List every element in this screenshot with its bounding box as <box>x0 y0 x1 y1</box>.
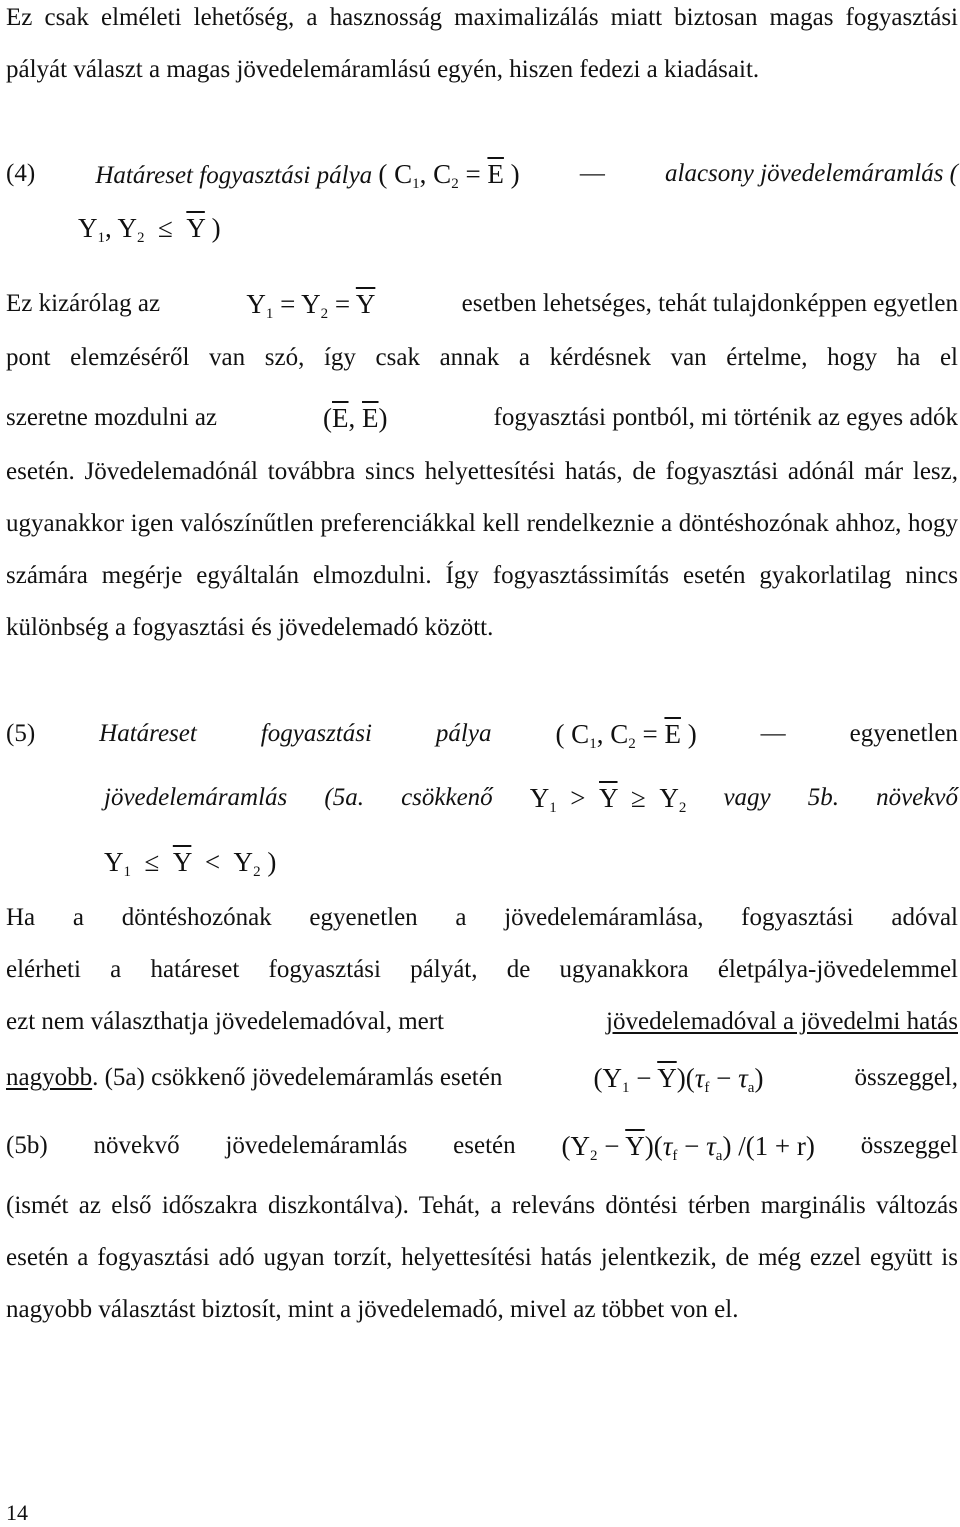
p2-formula-e: ($\overline{E}$, $\overline{E}$) <box>323 403 388 433</box>
p3-line1: Ha a döntéshozónak egyenetlen a jövedelemáramlása, fogyasztási adóval <box>6 904 958 931</box>
p3-line5: (5b) növekvő jövedelemáramlás esetén $(Y_2 - \overline{Y})(\tau_f - \tau_a) /(1 + r)$ összeggel <box>6 1120 958 1182</box>
case5-line2: jövedelemáramlás (5a. csökkenő $Y_1 > \overline{Y} \ge Y_2$ vagy 5b. növekvő <box>104 772 958 834</box>
p3-underlined-2: nagyobb <box>6 1064 93 1091</box>
p3-underlined-1: jövedelemadóval a jövedelmi hatás <box>606 1008 958 1035</box>
case5-formula-y: $Y_1 > \overline{Y} \ge Y_2$ <box>529 783 687 816</box>
case4-line <box>6 148 958 210</box>
p3-line3: ezt nem választhatja jövedelemadóval, mert jövedelemadóval a jövedelmi hatás <box>6 996 958 1048</box>
paragraph-intro: Ez csak elméleti lehetőség, a hasznosság maximalizálás miatt biztosan magas fogyasztási pályát választ a magas jövedelemáramlású egyén, hiszen fedezi a kiadásait. <box>6 4 958 83</box>
case4-title: Határeset fogyasztási pálya <box>95 162 373 189</box>
p3-line2: elérheti a határeset fogyasztási pályát, de ugyanakkora életpálya-jövedelemmel <box>6 956 958 983</box>
case4-formula-c: ( $C_1$, $C_2 = \overline{E}$ ) <box>378 159 520 192</box>
p2-line1: Ez kizárólag az $Y_1 = Y_2 = \overline{Y}$ esetben lehetséges, tehát tulajdonképpen egyetlen <box>6 278 958 340</box>
p3-formula-5a: $(Y_1 - \overline{Y})(\tau_f - \tau_a)$ <box>593 1063 764 1096</box>
p2-formula-y: $Y_1 = Y_2 = \overline{Y}$ <box>246 289 376 322</box>
p3-formula-5b: $(Y_2 - \overline{Y})(\tau_f - \tau_a) /(1 + r)$ <box>561 1131 815 1164</box>
case4-dash: — <box>579 160 605 187</box>
p2-line3: szeretne mozdulni az ($\overline{E}$, $\overline{E}$) fogyasztási pontból, mi történik az egyes adók <box>6 392 958 444</box>
case4-formula-y: $Y_1$, $Y_2 \le \overline{Y}$ ) <box>78 213 221 246</box>
p3-line4: nagyobb. (5a) csökkenő jövedelemáramlás esetén $(Y_1 - \overline{Y})(\tau_f - \tau_a)$ összeggel, <box>6 1052 958 1114</box>
page-number: 14 <box>6 1500 28 1525</box>
case5-line3: $Y_1 \le \overline{Y} < Y_2$ ) <box>104 847 277 880</box>
p2-rest: esetén. Jövedelemadónál továbbra sincs helyettesítési hatás, de fogyasztási adónál már lesz, ugyanakkor igen valószínűtlen preferenciákkal kell rendelkeznie a döntéshozónak ahhoz, hogy számára megérje egyáltalán elmozdulni. Így fogyasztássimítás esetén gyakorlatilag nincs különbség a fogyasztási és jövedelemadó között. <box>6 458 958 641</box>
p2-line2: pont elemzéséről van szó, így csak annak a kérdésnek van értelme, hogy ha el <box>6 344 958 371</box>
case4-text: alacsony jövedelemáramlás ( <box>665 160 958 187</box>
case4-number: (4) <box>6 160 36 187</box>
p3-rest: (ismét az első időszakra diszkontálva). Tehát, a releváns döntési térben marginális változás esetén a fogyasztási adó ugyan torzít, helyettesítési hatás jelentkezik, de még ezzel együtt is nagyobb választást biztosít, mint a jövedelemadó, mivel az többet von el. <box>6 1192 958 1323</box>
case5-line1: (5) Határeset fogyasztási pálya ( $C_1$, $C_2 = \overline{E}$ ) — egyenetlen <box>6 708 958 770</box>
case5-formula-c: ( $C_1$, $C_2 = \overline{E}$ ) <box>555 719 697 752</box>
